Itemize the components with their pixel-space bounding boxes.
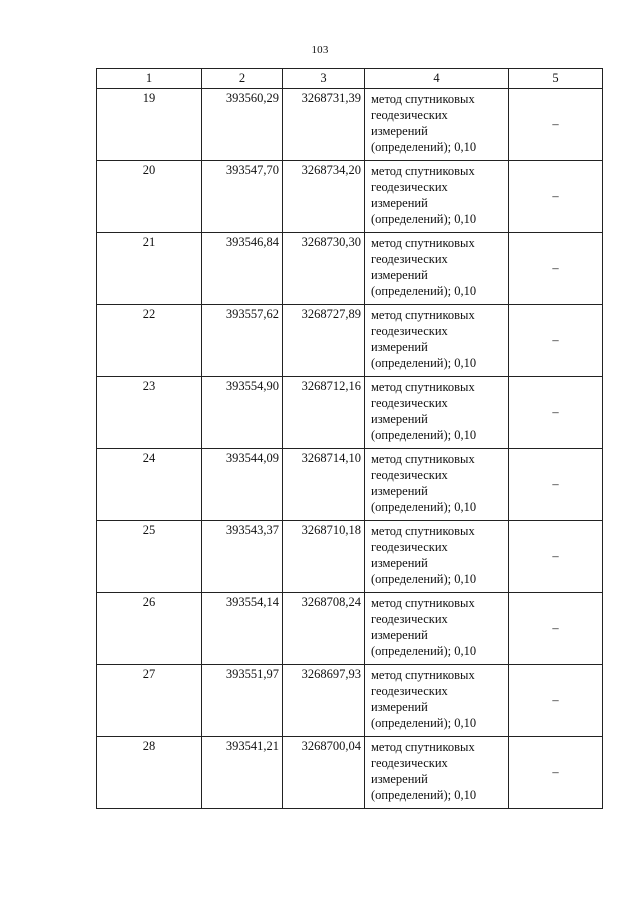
method-line: метод спутниковых (371, 668, 475, 682)
table-body (97, 89, 603, 809)
method-line: измерений (371, 484, 428, 498)
method-line: измерений (371, 196, 428, 210)
page-number: 103 (311, 44, 329, 56)
method-line: (определений); 0,10 (371, 356, 477, 370)
method-line: (определений); 0,10 (371, 788, 477, 802)
table-row (97, 737, 603, 809)
coordinate-x: 393543,37 (202, 521, 283, 593)
method-line: измерений (371, 268, 428, 282)
method-line: (определений); 0,10 (371, 212, 477, 226)
table-row (97, 665, 603, 737)
method-cell (365, 737, 509, 809)
method-cell (365, 449, 509, 521)
table-row (97, 305, 603, 377)
method-line: метод спутниковых (371, 524, 475, 538)
point-number: 21 (97, 233, 202, 305)
coordinate-y: 3268708,24 (283, 593, 365, 665)
table-header (97, 69, 603, 89)
method-line: метод спутниковых (371, 740, 475, 754)
method-line: геодезических (371, 684, 448, 698)
method-cell (365, 521, 509, 593)
coordinate-y: 3268727,89 (283, 305, 365, 377)
point-number: 28 (97, 737, 202, 809)
table-row (97, 377, 603, 449)
method-line: (определений); 0,10 (371, 716, 477, 730)
note-cell: – (509, 593, 603, 665)
method-line: метод спутниковых (371, 452, 475, 466)
method-line: метод спутниковых (371, 92, 475, 106)
header-col-4: 4 (365, 69, 509, 89)
coordinate-y: 3268730,30 (283, 233, 365, 305)
method-line: геодезических (371, 468, 448, 482)
method-line: геодезических (371, 756, 448, 770)
coordinate-x: 393557,62 (202, 305, 283, 377)
method-line: измерений (371, 340, 428, 354)
point-number: 26 (97, 593, 202, 665)
header-row (97, 69, 603, 89)
note-cell: – (509, 305, 603, 377)
method-line: измерений (371, 700, 428, 714)
point-number: 23 (97, 377, 202, 449)
note-cell: – (509, 521, 603, 593)
method-line: (определений); 0,10 (371, 644, 477, 658)
coordinate-x: 393560,29 (202, 89, 283, 161)
method-cell (365, 233, 509, 305)
header-col-3: 3 (283, 69, 365, 89)
coordinate-y: 3268697,93 (283, 665, 365, 737)
point-number: 27 (97, 665, 202, 737)
method-line: геодезических (371, 324, 448, 338)
method-line: геодезических (371, 180, 448, 194)
coordinate-y: 3268731,39 (283, 89, 365, 161)
coordinates-table (96, 68, 603, 809)
coordinate-y: 3268714,10 (283, 449, 365, 521)
table-row (97, 161, 603, 233)
note-cell: – (509, 449, 603, 521)
method-line: метод спутниковых (371, 164, 475, 178)
method-cell (365, 89, 509, 161)
method-line: метод спутниковых (371, 596, 475, 610)
note-cell: – (509, 89, 603, 161)
note-cell: – (509, 737, 603, 809)
coordinate-y: 3268700,04 (283, 737, 365, 809)
point-number: 20 (97, 161, 202, 233)
coordinate-y: 3268712,16 (283, 377, 365, 449)
point-number: 19 (97, 89, 202, 161)
table-row (97, 233, 603, 305)
method-line: (определений); 0,10 (371, 500, 477, 514)
coordinate-y: 3268710,18 (283, 521, 365, 593)
method-line: (определений); 0,10 (371, 140, 477, 154)
method-cell (365, 665, 509, 737)
table-row (97, 449, 603, 521)
method-line: метод спутниковых (371, 308, 475, 322)
table-row (97, 521, 603, 593)
point-number: 22 (97, 305, 202, 377)
method-line: (определений); 0,10 (371, 284, 477, 298)
method-line: геодезических (371, 252, 448, 266)
method-line: (определений); 0,10 (371, 428, 477, 442)
method-line: геодезических (371, 540, 448, 554)
note-cell: – (509, 377, 603, 449)
method-line: геодезических (371, 612, 448, 626)
method-cell (365, 377, 509, 449)
method-line: измерений (371, 412, 428, 426)
header-col-2: 2 (202, 69, 283, 89)
method-cell (365, 305, 509, 377)
note-cell: – (509, 161, 603, 233)
note-cell: – (509, 665, 603, 737)
coordinate-x: 393547,70 (202, 161, 283, 233)
coordinate-y: 3268734,20 (283, 161, 365, 233)
method-line: метод спутниковых (371, 236, 475, 250)
table-row (97, 89, 603, 161)
point-number: 24 (97, 449, 202, 521)
method-line: измерений (371, 124, 428, 138)
coordinate-x: 393546,84 (202, 233, 283, 305)
method-line: (определений); 0,10 (371, 572, 477, 586)
table-row (97, 593, 603, 665)
method-line: измерений (371, 772, 428, 786)
coordinate-x: 393541,21 (202, 737, 283, 809)
method-line: измерений (371, 556, 428, 570)
point-number: 25 (97, 521, 202, 593)
method-cell (365, 593, 509, 665)
method-line: измерений (371, 628, 428, 642)
method-cell (365, 161, 509, 233)
coordinate-x: 393554,90 (202, 377, 283, 449)
coordinate-x: 393554,14 (202, 593, 283, 665)
method-line: геодезических (371, 108, 448, 122)
note-cell: – (509, 233, 603, 305)
coordinate-x: 393544,09 (202, 449, 283, 521)
header-col-5: 5 (509, 69, 603, 89)
coordinate-x: 393551,97 (202, 665, 283, 737)
header-col-1: 1 (97, 69, 202, 89)
method-line: геодезических (371, 396, 448, 410)
method-line: метод спутниковых (371, 380, 475, 394)
